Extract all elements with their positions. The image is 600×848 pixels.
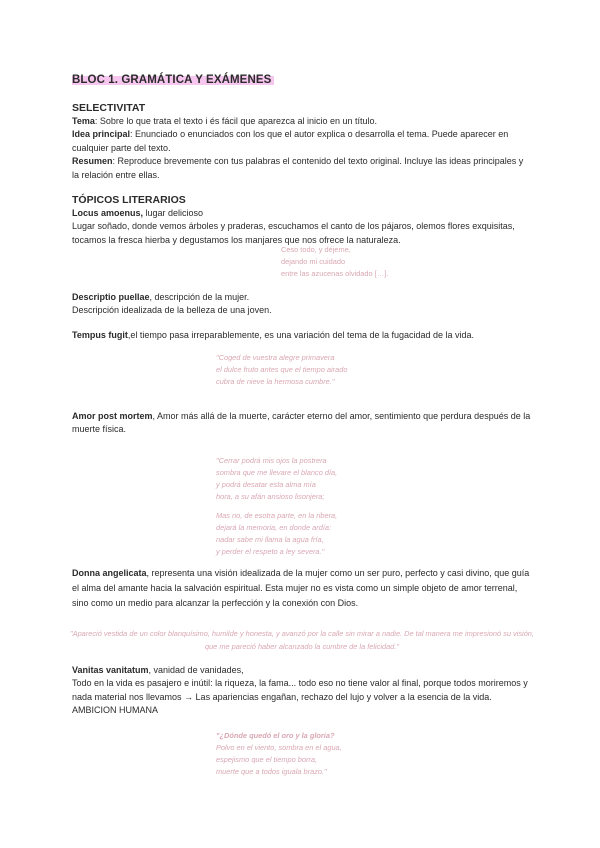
amor-quote-stanza-2: Mas no, de esotra parte, en la ribera, dejará la memoria, en donde ardía: nadar sabe mi llama la agua fría, y perder el respeto a ley severa." [216,511,338,556]
topic-locus-amoenus: Locus amoenus, lugar delicioso [72,208,204,218]
selectivitat-section [72,101,532,182]
locus-quote: Ceso todo, y déjeme, dejando mi cuidado entre las azucenas olvidado […]. [281,245,389,278]
topicos-heading: TÓPICOS LITERARIOS [72,194,186,206]
vanitas-quote: "¿Dónde quedó el oro y la gloria? Polvo en el viento, sombra en el agua, espejismo que el tiempo borra, muerte que a todos iguala brazo." [216,731,342,776]
donna-quote: "Apareció vestida de un color blanquísimo, humilde y honesta, y avanzó por la calle sin mirar a nadie. De tal manera me impresionó su visión, que me pareció haber alcanzado la cumbre de la felicidad." [70,629,534,651]
amor-quote-stanza-1: "Cerrar podrá mis ojos la postrera sombra que me llevare el blanco día, y podrá desatar esta alma mía hora, a su afán ansioso lisonjera; [216,456,338,501]
definition-resumen: Resumen: Reproduce brevemente con tus palabras el contenido del texto original. Incluye las ideas principales y la relación entre ellas. [72,156,524,180]
topic-donna-angelicata: Donna angelicata, representa una visión idealizada de la mujer como un ser puro, perfecto y casi divino, que guía el alma del amante hacia la salvación espiritual. Esta mujer no es vista como un simple objeto de amor terrenal, sino como un medio para alcanzar la perfección y la conexión con Dios. [72,568,530,608]
topic-amor-post-mortem: Amor post mortem, Amor más allá de la muerte, carácter eterno del amor, sentimiento que perdura después de la muerte física. [72,411,531,435]
topic-vanitas-vanitatum: Vanitas vanitatum, vanidad de vanidades, Todo en la vida es pasajero e inútil: la riqueza, la fama... todo eso no tiene valor al final, porque todos moriremos y nada material nos llevamos → Las apariencias engañan, rechazo del lujo y volver a la esencia de la vida. AMBICION HUMANA [72,665,528,716]
definition-tema: Tema: Sobre lo que trata el texto i és fácil que aparezca al inicio en un título. [72,116,378,126]
definition-idea-principal: Idea principal: Enunciado o enunciados con los que el autor explica o desarrolla el tema. Puede aparecer en cualquier parte del texto. [72,129,509,153]
topic-tempus-fugit: Tempus fugit,el tiempo pasa irreparablemente, es una variación del tema de la fugacidad de la vida. [72,330,475,340]
topic-locus-description: Lugar soñado, donde vemos árboles y praderas, escuchamos el canto de los pájaros, olemos flores exquisitas, tocamos la fresca hierba y degustamos los manjares que nos ofrece la naturaleza. [72,221,515,245]
topicos-section [72,193,532,247]
topic-descriptio-puellae: Descriptio puellae, descripción de la mujer. Descripción idealizada de la belleza de una joven. [72,292,272,316]
page-title: BLOC 1. GRAMÁTICA Y EXÁMENES [72,74,274,86]
tempus-quote: "Coged de vuestra alegre primavera el dulce fruto antes que el tiempo airado cubra de nieve la hermosa cumbre." [216,353,348,386]
selectivitat-heading: SELECTIVITAT [72,102,146,114]
